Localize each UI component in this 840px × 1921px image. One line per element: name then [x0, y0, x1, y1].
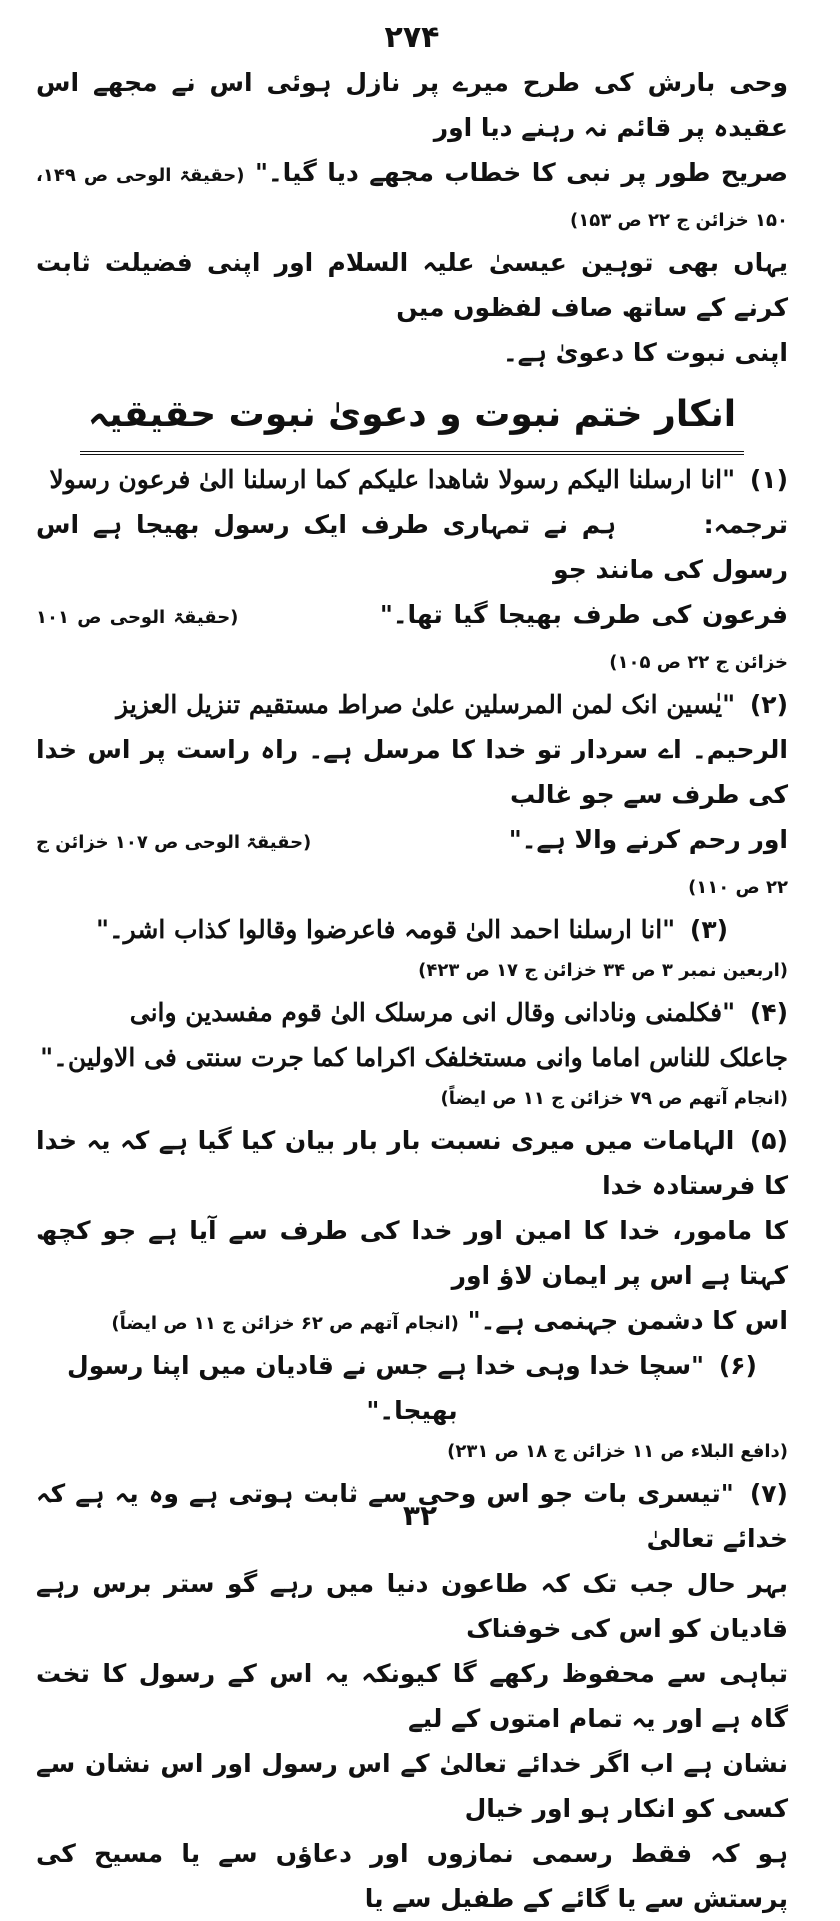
item-7-number: (۷) [749, 1479, 788, 1508]
item-1-arabic: "انا ارسلنا الیکم رسولا شاھدا علیکم کما ارسلنا الیٰ فرعون رسولا [49, 465, 736, 494]
item-4-arabic: "فکلمنی ونادانی وقال انی مرسلک الیٰ قوم مفسدین وانی [129, 998, 736, 1027]
item-5-line-3 [36, 1298, 788, 1343]
item-5-line-2: کا مامور، خدا کا امین اور خدا کی طرف سے آیا ہے جو کچھ کہتا ہے اس پر ایمان لاؤ اور [36, 1216, 788, 1290]
item-2-reference: (حقیقۃ الوحی ص ۱۰۷ خزائن ج ۲۲ ص ۱۱۰) [36, 832, 788, 898]
item-5-line-3-text: اس کا دشمن جہنمی ہے۔" [467, 1306, 788, 1335]
item-1-tarjuma-label: ترجمہ: [703, 510, 788, 539]
item-4-reference: (انجام آتھم ص ۷۹ خزائن ج ۱۱ ص ایضاً) [440, 1088, 788, 1109]
item-2-line-2: الرحیم۔ اے سردار تو خدا کا مرسل ہے۔ راہ راست پر اس خدا کی طرف سے جو غالب [36, 735, 788, 809]
item-1-reference: (حقیقۃ الوحی ص ۱۰۱ خزائن ج ۲۲ ص ۱۰۵) [36, 607, 788, 673]
item-3-reference: (اربعین نمبر ۳ ص ۳۴ خزائن ج ۱۷ ص ۴۲۳) [418, 960, 788, 981]
item-5-number: (۵) [749, 1126, 788, 1155]
item-3-number: (۳) [689, 915, 729, 944]
item-4-line-2: جاعلک للناس اماما وانی مستخلفک اکراما کما جرت سنتی فی الاولین۔" [40, 1043, 788, 1072]
item-3-arabic: "انا ارسلنا احمد الیٰ قومہ فاعرضوا وقالوا کذاب اشر۔" [95, 915, 676, 944]
section-heading-text: انکار ختم نبوت و دعویٰ نبوت حقیقیہ [80, 383, 744, 455]
page-number-top: ٢٧۴ [384, 20, 440, 55]
item-2-number: (۲) [749, 690, 788, 719]
item-5-reference: (انجام آتھم ص ۶۲ خزائن ج ۱۱ ص ایضاً) [111, 1313, 459, 1334]
item-1-line-2 [36, 502, 788, 592]
intro-line-4: اپنی نبوت کا دعویٰ ہے۔ [502, 338, 788, 367]
item-1-line-3 [36, 592, 788, 682]
item-4-line-1 [36, 990, 788, 1035]
item-2-line-3 [36, 817, 788, 907]
item-6-number: (۶) [718, 1351, 757, 1380]
item-2-line-3-text: اور رحم کرنے والا ہے۔" [508, 825, 788, 854]
intro-reference: (حقیقۃ الوحی ص ۱۴۹، ۱۵۰ خزائن ج ۲۲ ص ۱۵۳) [36, 165, 788, 231]
item-6-reference: (دافع البلاء ص ۱۱ خزائن ج ۱۸ ص ۲۳۱) [447, 1441, 788, 1462]
item-7-line-1-text: "تیسری بات جو اس وحی سے ثابت ہوتی ہے وہ یہ ہے کہ خدائے تعالیٰ [36, 1479, 788, 1553]
item-3-line-1 [36, 907, 788, 952]
page-number-bottom: ٣٢ [402, 1499, 438, 1532]
item-1-line-1 [36, 457, 788, 502]
intro-line-2 [36, 150, 788, 240]
item-1-tarjuma: ہم نے تمہاری طرف ایک رسول بھیجا ہے اس رسول کی مانند جو [36, 510, 788, 584]
intro-line-3: یہاں بھی توہین عیسیٰ علیہ السلام اور اپنی فضیلت ثابت کرنے کے ساتھ صاف لفظوں میں [36, 248, 788, 322]
item-6-line-1 [36, 1343, 788, 1433]
item-2-arabic: "یٰسین انک لمن المرسلین علیٰ صراط مستقیم تنزیل العزیز [116, 690, 736, 719]
item-7-line-3: تباہی سے محفوظ رکھے گا کیونکہ یہ اس کے رسول کا تخت گاہ ہے اور یہ تمام امتوں کے لیے [36, 1659, 788, 1733]
item-5-line-1-text: الہامات میں میری نسبت بار بار بیان کیا گیا ہے کہ یہ خدا کا فرستادہ خدا [36, 1126, 788, 1200]
item-1-number: (۱) [749, 465, 788, 494]
item-7-line-2: بہر حال جب تک کہ طاعون دنیا میں رہے گو ستر برس رہے قادیان کو اس کی خوفناک [36, 1569, 788, 1643]
item-7-line-4: نشان ہے اب اگر خدائے تعالیٰ کے اس رسول اور اس نشان سے کسی کو انکار ہو اور خیال [36, 1749, 788, 1823]
intro-line-2-text: صریح طور پر نبی کا خطاب مجھے دیا گیا۔" [254, 158, 788, 187]
item-4-number: (۴) [749, 998, 788, 1027]
item-1-tarjuma-2: فرعون کی طرف بھیجا گیا تھا۔" [379, 600, 788, 629]
item-7-line-5: ہو کہ فقط رسمی نمازوں اور دعاؤں سے یا مسیح کی پرستش سے یا گائے کے طفیل سے یا [36, 1839, 788, 1913]
item-6-text: "سچا خدا وہی خدا ہے جس نے قادیان میں اپنا رسول بھیجا۔" [67, 1351, 705, 1425]
section-heading [36, 383, 788, 455]
item-5-line-1 [36, 1118, 788, 1208]
item-2-line-1 [36, 682, 788, 727]
intro-line-1: وحی بارش کی طرح میرے پر نازل ہوئی اس نے مجھے اس عقیدہ پر قائم نہ رہنے دیا اور [36, 68, 788, 142]
